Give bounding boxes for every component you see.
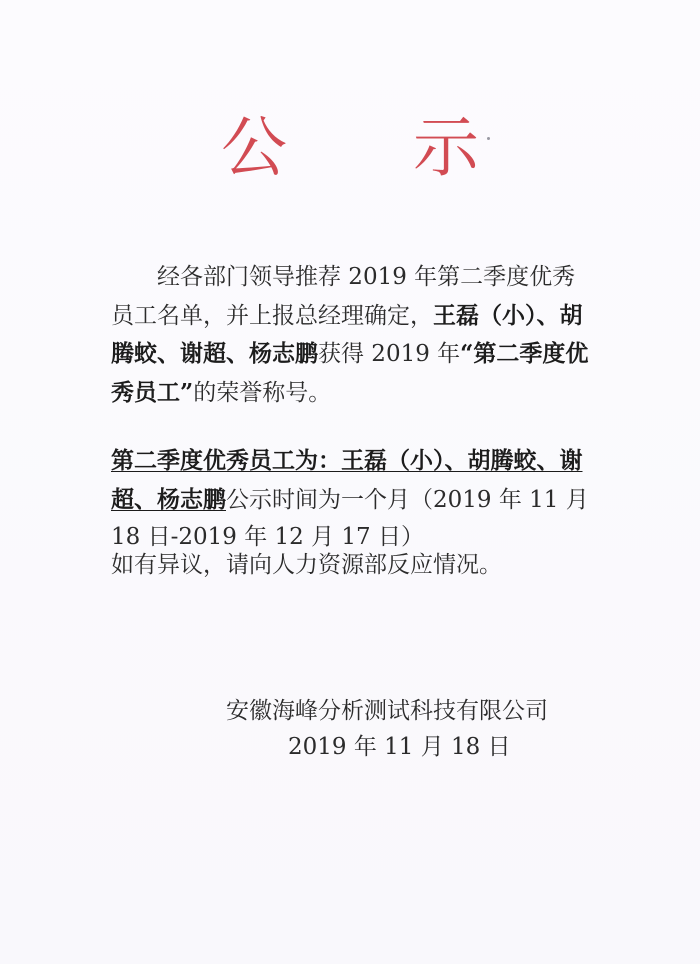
scan-speck bbox=[487, 137, 490, 140]
notice-title bbox=[0, 108, 700, 188]
title-char-gong: 公 bbox=[221, 109, 287, 186]
objection-paragraph: 如有异议，请向人力资源部反应情况。 bbox=[111, 552, 502, 578]
announcement-intro: 经各部门领导推荐 2019 年第二季度优秀员工名单，并上报总经理确定， bbox=[111, 264, 576, 329]
announcement-end: 的荣誉称号。 bbox=[193, 379, 332, 406]
publicity-period: 公示时间为一个月（2019 年 11 月 18 日-2019 年 12 月 17 日） bbox=[111, 486, 589, 550]
signature-date: 2019 年 11 月 18 日 bbox=[288, 734, 511, 760]
publicity-paragraph bbox=[111, 442, 591, 557]
title-char-shi: 示 bbox=[413, 109, 479, 186]
honor-title: “第二季度优秀员工” bbox=[111, 340, 589, 406]
awardee-list-underlined: 第二季度优秀员工为：王磊（小）、胡腾蛟、谢超、杨志鹏 bbox=[111, 447, 583, 513]
announcement-middle: 获得 2019 年 bbox=[318, 341, 461, 367]
company-name: 安徽海峰分析测试科技有限公司 bbox=[226, 698, 548, 724]
announcement-paragraph bbox=[111, 259, 591, 412]
awardee-names: 王磊（小）、胡腾蛟、谢超、杨志鹏 bbox=[111, 301, 583, 367]
